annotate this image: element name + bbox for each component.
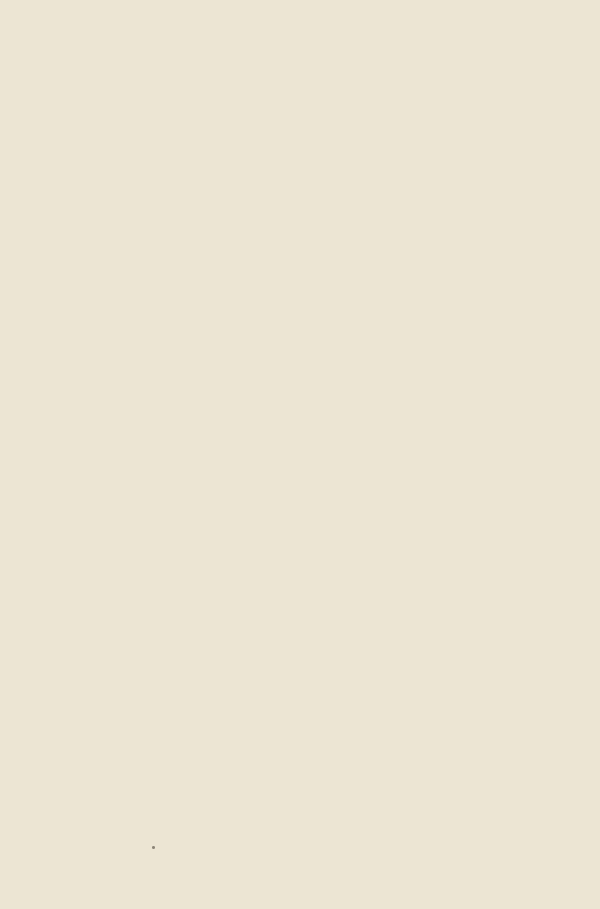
paper-speck [152, 846, 155, 849]
column-header [0, 52, 600, 88]
